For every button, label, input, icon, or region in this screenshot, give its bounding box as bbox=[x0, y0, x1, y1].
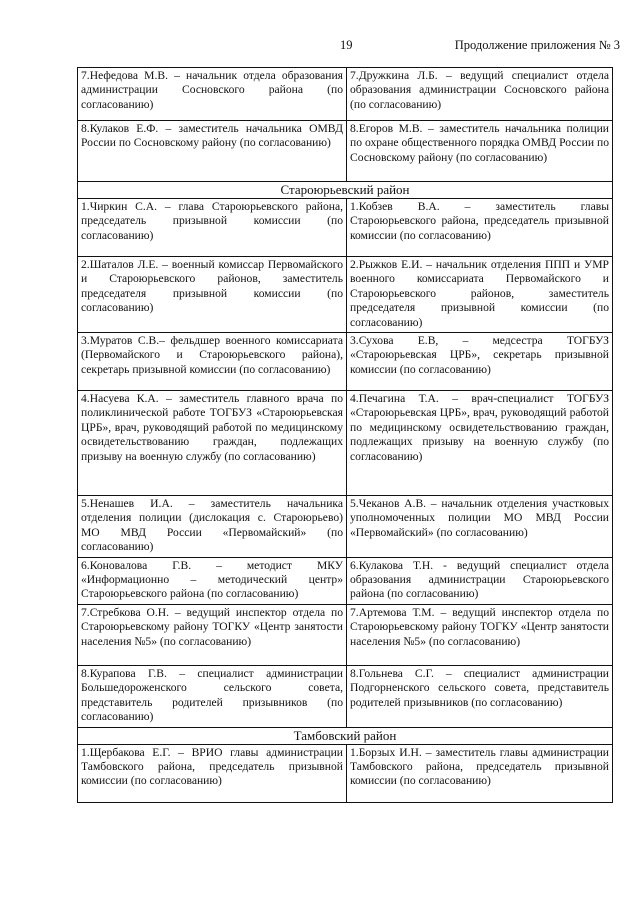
reserve-member-cell: 6.Кулакова Т.Н. - ведущий специалист отдела образования администрации Староюрьевского района (по согласованию) bbox=[347, 557, 613, 604]
table-row bbox=[78, 257, 613, 333]
member-cell: 2.Шаталов Л.Е. – военный комиссар Первомайского и Староюрьевского районов, заместитель председателя призывной комиссии (по согласованию) bbox=[78, 257, 347, 333]
section-title: Тамбовский район bbox=[78, 727, 613, 744]
table-row bbox=[78, 744, 613, 802]
reserve-member-cell: 2.Рыжков Е.И. – начальник отделения ППП и УМР военного комиссариата Первомайского и Староюрьевского районов, заместитель председателя призывной комиссии (по согласованию) bbox=[347, 257, 613, 333]
member-cell: 7.Стребкова О.Н. – ведущий инспектор отдела по Староюрьевскому району ТОГКУ «Центр занятости населения №5» (по согласованию) bbox=[78, 604, 347, 665]
reserve-member-cell: 5.Чеканов А.В. – начальник отделения участковых уполномоченных полиции МО МВД России «Первомайский» (по согласованию) bbox=[347, 496, 613, 558]
continuation-label: Продолжение приложения № 3 bbox=[454, 38, 620, 52]
reserve-member-cell: 8.Егоров М.В. – заместитель начальника полиции по охране общественного порядка ОМВД России по Сосновскому району (по согласованию) bbox=[347, 121, 613, 182]
reserve-member-cell: 4.Печагина Т.А. – врач-специалист ТОГБУЗ «Староюрьевская ЦРБ», врач, руководящий работой по медицинскому освидетельствованию граждан, подлежащих призыву на военную службу (по согласованию) bbox=[347, 391, 613, 496]
member-cell: 1.Щербакова Е.Г. – ВРИО главы администрации Тамбовского района, председатель призывной комиссии (по согласованию) bbox=[78, 744, 347, 802]
table-row bbox=[78, 199, 613, 257]
table-row bbox=[78, 496, 613, 558]
reserve-member-cell: 7.Артемова Т.М. – ведущий инспектор отдела по Староюрьевскому району ТОГКУ «Центр занятости населения №5» (по согласованию) bbox=[347, 604, 613, 665]
member-cell: 4.Насуева К.А. – заместитель главного врача по поликлинической работе ТОГБУЗ «Староюрьевская ЦРБ», врач, руководящий работой по медицинскому освидетельствованию граждан, подлежащих призыву на военную службу (по согласованию) bbox=[78, 391, 347, 496]
commission-table bbox=[77, 67, 613, 803]
reserve-member-cell: 3.Сухова Е.В, – медсестра ТОГБУЗ «Староюрьевская ЦРБ», секретарь призывной комиссии (по согласованию) bbox=[347, 333, 613, 391]
table-row bbox=[78, 68, 613, 121]
table-row bbox=[78, 333, 613, 391]
member-cell: 8.Курапова Г.В. – специалист администрации Большедороженского сельского совета, представитель родителей призывников (по согласованию) bbox=[78, 665, 347, 727]
section-title: Староюрьевский район bbox=[78, 182, 613, 199]
member-cell: 5.Ненашев И.А. – заместитель начальника отделения полиции (дислокация с. Староюрьево) МО МВД России «Первомайский» (по согласованию) bbox=[78, 496, 347, 558]
table-row bbox=[78, 391, 613, 496]
member-cell: 1.Чиркин С.А. – глава Староюрьевского района, председатель призывной комиссии (по согласованию) bbox=[78, 199, 347, 257]
page-number: 19 bbox=[340, 38, 353, 52]
reserve-member-cell: 1.Кобзев В.А. – заместитель главы Староюрьевского района, председатель призывной комиссии (по согласованию) bbox=[347, 199, 613, 257]
table-row bbox=[78, 121, 613, 182]
table-row bbox=[78, 604, 613, 665]
reserve-member-cell: 7.Дружкина Л.Б. – ведущий специалист отдела образования администрации Сосновского района (по согласованию) bbox=[347, 68, 613, 121]
section-row bbox=[78, 182, 613, 199]
reserve-member-cell: 1.Борзых И.Н. – заместитель главы администрации Тамбовского района, председатель призывной комиссии (по согласованию) bbox=[347, 744, 613, 802]
table-row bbox=[78, 665, 613, 727]
page-header bbox=[0, 38, 640, 56]
table-row bbox=[78, 557, 613, 604]
member-cell: 6.Коновалова Г.В. – методист МКУ «Информационно – методический центр» Староюрьевского района (по согласованию) bbox=[78, 557, 347, 604]
member-cell: 7.Нефедова М.В. – начальник отдела образования администрации Сосновского района (по согласованию) bbox=[78, 68, 347, 121]
member-cell: 8.Кулаков Е.Ф. – заместитель начальника ОМВД России по Сосновскому району (по согласованию) bbox=[78, 121, 347, 182]
section-row bbox=[78, 727, 613, 744]
member-cell: 3.Муратов С.В.– фельдшер военного комиссариата (Первомайского и Староюрьевского района), секретарь призывной комиссии (по согласованию) bbox=[78, 333, 347, 391]
reserve-member-cell: 8.Гольнева С.Г. – специалист администрации Подгорненского сельского совета, представитель родителей призывников (по согласованию) bbox=[347, 665, 613, 727]
